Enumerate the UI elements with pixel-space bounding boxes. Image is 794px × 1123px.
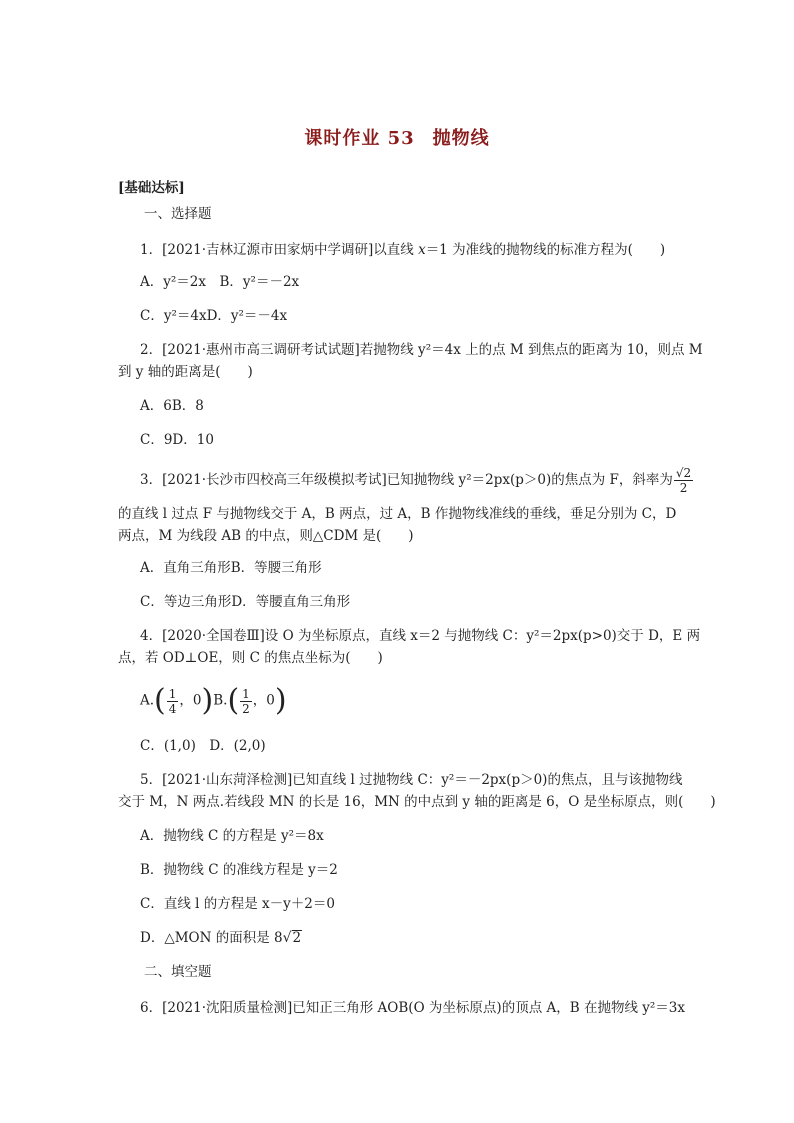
question-4-stem-line1: 4．[2020·全国卷Ⅲ]设 O 为坐标原点，直线 x＝2 与抛物线 C：y²＝2px(p>0)交于 D，E 两 — [140, 628, 701, 644]
question-3-stem-line2: 的直线 l 过点 F 与抛物线交于 A，B 两点，过 A，B 作抛物线准线的垂线，垂足分别为 C，D — [118, 506, 677, 522]
title-main: 课时作业 53 — [304, 128, 415, 149]
page-title — [0, 124, 794, 150]
question-4-options-ab: A.( $\frac{1}{4}$ ，0)B.( $\frac{1}{2}$ ，0) — [140, 683, 287, 718]
question-6-stem-line1: 6．[2021·沈阳质量检测]已知正三角形 AOB(O 为坐标原点)的顶点 A，B 在抛物线 y²＝3x — [140, 1000, 685, 1016]
question-5-option-c: C．直线 l 的方程是 x－y＋2＝0 — [140, 896, 335, 912]
part-choice-heading: 一、选择题 — [144, 206, 212, 222]
question-1-stem: 1．[2021·吉林辽源市田家炳中学调研]以直线 x＝1 为准线的抛物线的标准方程为( ) — [140, 242, 666, 258]
title-sub: 抛物线 — [432, 128, 490, 149]
question-3-stem-line3: 两点，M 为线段 AB 的中点，则△CDM 是( ) — [118, 528, 414, 544]
question-5-stem-line2: 交于 M，N 两点.若线段 MN 的长是 16，MN 的中点到 y 轴的距离是 6，O 是坐标原点，则( ) — [118, 794, 716, 810]
question-5-option-d: D．△MON 的面积是 8√2 — [140, 930, 302, 946]
question-2-options-ab: A．6B．8 — [140, 398, 204, 414]
part-fill-heading: 二、填空题 — [144, 964, 212, 980]
slope-fraction: $\frac{√2}{2}$ — [675, 466, 692, 495]
question-5-stem-line1: 5．[2021·山东菏泽检测]已知直线 l 过抛物线 C：y²＝－2px(p＞0)的焦点，且与该抛物线 — [140, 772, 683, 788]
question-3-stem-line1: 3．[2021·长沙市四校高三年级模拟考试]已知抛物线 y²＝2px(p＞0)的焦点为 F，斜率为 $\frac{√2}{2}$ — [140, 466, 692, 495]
question-3-options-ab: A．直角三角形B．等腰三角形 — [140, 560, 322, 576]
question-4-stem-line2: 点，若 OD⊥OE，则 C 的焦点坐标为( ) — [118, 650, 383, 666]
question-1-options-cd: C．y²＝4xD．y²＝－4x — [140, 308, 288, 324]
question-3-options-cd: C．等边三角形D．等腰直角三角形 — [140, 594, 351, 610]
question-4-options-cd: C．(1,0) D．(2,0) — [140, 738, 266, 754]
question-2-stem-line1: 2．[2021·惠州市高三调研考试试题]若抛物线 y²＝4x 上的点 M 到焦点的距离为 10，则点 M — [140, 342, 703, 358]
question-1-options-ab: A．y²＝2x B．y²＝－2x — [140, 274, 300, 290]
question-2-stem-line2: 到 y 轴的距离是( ) — [118, 364, 253, 380]
section-basic: [基础达标] — [118, 180, 185, 196]
question-2-options-cd: C．9D．10 — [140, 432, 214, 448]
question-5-option-a: A．抛物线 C 的方程是 y²＝8x — [140, 828, 324, 844]
question-5-option-b: B．抛物线 C 的准线方程是 y＝2 — [140, 862, 338, 878]
